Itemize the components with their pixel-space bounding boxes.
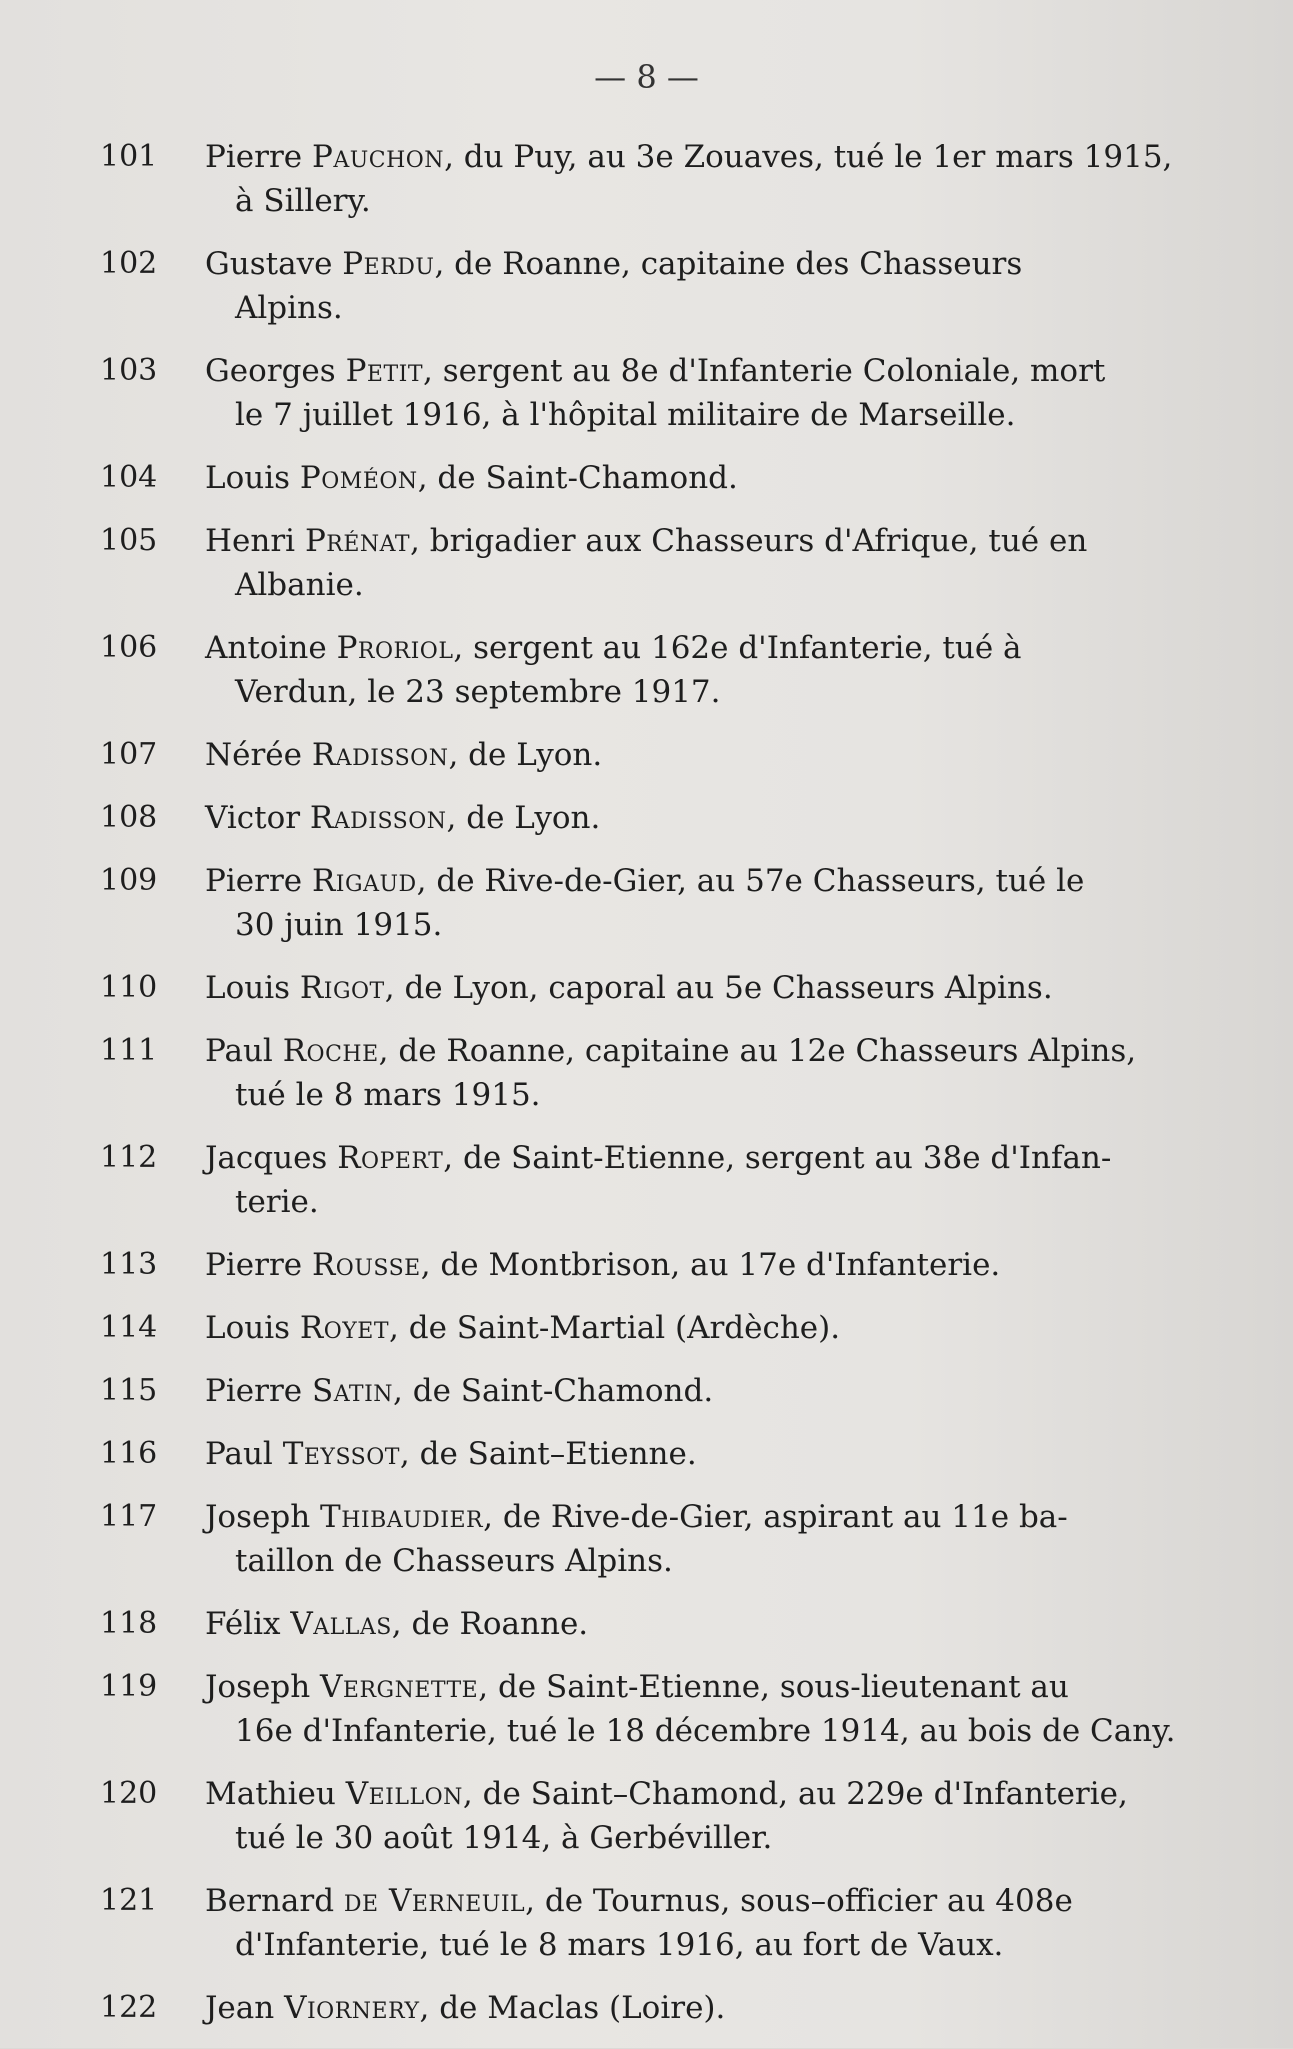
entry-text: , de Roanne, capitaine au 12e Chasseurs Alpins, <box>378 1033 1137 1069</box>
entry-number: 119 <box>100 1669 158 1704</box>
entry-number: 104 <box>100 460 158 495</box>
entry-continuation: 16e d'Infanterie, tué le 18 décembre 1914, au bois de Cany. <box>235 1713 1176 1749</box>
surname: de Verneuil <box>343 1883 526 1919</box>
list-item <box>100 1665 1210 1753</box>
surname: Satin <box>311 1373 394 1409</box>
surname: Ropert <box>337 1140 444 1176</box>
surname: Poméon <box>299 460 418 496</box>
list-item <box>100 733 1210 777</box>
entry-text: , de Saint-Etienne, sergent au 38e d'Infan- <box>443 1140 1112 1176</box>
entry-text: , de Lyon, caporal au 5e Chasseurs Alpins. <box>384 970 1053 1006</box>
first-name: Jacques <box>205 1140 328 1176</box>
entry-text: , de Rive-de-Gier, au 57e Chasseurs, tué le <box>416 863 1085 899</box>
entry-continuation: Albanie. <box>235 567 364 603</box>
entry-continuation: tué le 30 août 1914, à Gerbéviller. <box>235 1820 773 1856</box>
entry-continuation: 30 juin 1915. <box>235 907 443 943</box>
surname: Petit <box>345 353 424 389</box>
surname: Radisson <box>309 800 447 836</box>
entry-text: , de Saint-Martial (Ardèche). <box>389 1310 841 1346</box>
first-name: Joseph <box>205 1669 311 1705</box>
entry-text: , sergent au 8e d'Infanterie Coloniale, mort <box>423 353 1106 389</box>
surname: Pauchon <box>311 139 445 175</box>
first-name: Jean <box>205 1990 275 2026</box>
entry-number: 120 <box>100 1776 158 1811</box>
entry-number: 112 <box>100 1140 158 1175</box>
list-item <box>100 1602 1210 1646</box>
entry-text: , de Montbrison, au 17e d'Infanterie. <box>420 1247 1001 1283</box>
entry-number: 107 <box>100 737 158 772</box>
surname: Prénat <box>304 523 411 559</box>
surname: Vallas <box>290 1606 392 1642</box>
entry-number: 109 <box>100 863 158 898</box>
list-item <box>100 796 1210 840</box>
list-item <box>100 1879 1210 1967</box>
list-item <box>100 1432 1210 1476</box>
first-name: Gustave <box>205 246 333 282</box>
entry-text: , brigadier aux Chasseurs d'Afrique, tué en <box>410 523 1088 559</box>
entry-continuation: Alpins. <box>235 290 343 326</box>
entry-continuation: terie. <box>235 1184 319 1220</box>
entry-number: 103 <box>100 353 158 388</box>
first-name: Pierre <box>205 1247 303 1283</box>
entry-continuation: taillon de Chasseurs Alpins. <box>235 1543 673 1579</box>
entry-number: 115 <box>100 1373 158 1408</box>
entry-number: 122 <box>100 1990 158 2025</box>
list-item <box>100 1136 1210 1224</box>
surname: Thibaudier <box>320 1499 484 1535</box>
entry-number: 101 <box>100 139 158 174</box>
entry-text: , de Roanne. <box>391 1606 589 1642</box>
entry-text: , de Rive-de-Gier, aspirant au 11e ba- <box>483 1499 1068 1535</box>
entry-text: , de Saint-Chamond. <box>417 460 738 496</box>
list-item <box>100 519 1210 607</box>
surname: Veillon <box>345 1776 463 1812</box>
first-name: Joseph <box>205 1499 311 1535</box>
list-item <box>100 349 1210 437</box>
surname: Proriol <box>336 630 454 666</box>
entry-text: , de Roanne, capitaine des Chasseurs <box>434 246 1023 282</box>
first-name: Antoine <box>205 630 327 666</box>
entry-number: 106 <box>100 630 158 665</box>
page-number: — 8 — <box>594 58 699 96</box>
surname: Vergnette <box>320 1669 479 1705</box>
surname: Rigaud <box>311 863 417 899</box>
list-item <box>100 859 1210 947</box>
entry-list <box>100 135 1210 2049</box>
entry-number: 113 <box>100 1247 158 1282</box>
first-name: Pierre <box>205 863 303 899</box>
entry-continuation: tué le 8 mars 1915. <box>235 1077 541 1113</box>
entry-number: 110 <box>100 970 158 1005</box>
first-name: Paul <box>205 1033 273 1069</box>
first-name: Pierre <box>205 1373 303 1409</box>
entry-number: 108 <box>100 800 158 835</box>
entry-number: 105 <box>100 523 158 558</box>
first-name: Félix <box>205 1606 281 1642</box>
first-name: Louis <box>205 460 291 496</box>
entry-number: 111 <box>100 1033 158 1068</box>
entry-text: , de Saint-Chamond. <box>393 1373 714 1409</box>
surname: Royet <box>299 1310 390 1346</box>
entry-number: 102 <box>100 246 158 281</box>
list-item <box>100 242 1210 330</box>
entry-text: , de Tournus, sous–officier au 408e <box>525 1883 1073 1919</box>
entry-continuation: à Sillery. <box>235 183 371 219</box>
entry-text: , de Saint–Etienne. <box>399 1436 697 1472</box>
entry-number: 121 <box>100 1883 158 1918</box>
list-item <box>100 1772 1210 1860</box>
entry-text: , du Puy, au 3e Zouaves, tué le 1er mars 1915, <box>444 139 1173 175</box>
entry-continuation: le 7 juillet 1916, à l'hôpital militaire de Marseille. <box>235 397 1016 433</box>
surname: Rousse <box>311 1247 421 1283</box>
list-item <box>100 1243 1210 1287</box>
first-name: Pierre <box>205 139 303 175</box>
surname: Perdu <box>342 246 435 282</box>
entry-text: , sergent au 162e d'Infanterie, tué à <box>453 630 1022 666</box>
list-item <box>100 1306 1210 1350</box>
first-name: Victor <box>205 800 301 836</box>
surname: Viornery <box>284 1990 420 2026</box>
list-item <box>100 966 1210 1010</box>
first-name: Henri <box>205 523 296 559</box>
first-name: Bernard <box>205 1883 335 1919</box>
first-name: Georges <box>205 353 336 389</box>
first-name: Louis <box>205 970 291 1006</box>
list-item <box>100 456 1210 500</box>
first-name: Mathieu <box>205 1776 336 1812</box>
list-item <box>100 135 1210 223</box>
first-name: Paul <box>205 1436 273 1472</box>
entry-number: 114 <box>100 1310 158 1345</box>
surname: Roche <box>282 1033 379 1069</box>
surname: Rigot <box>299 970 385 1006</box>
surname: Radisson <box>311 737 449 773</box>
surname: Teyssot <box>282 1436 400 1472</box>
entry-number: 117 <box>100 1499 158 1534</box>
entry-text: , de Saint-Etienne, sous-lieutenant au <box>478 1669 1069 1705</box>
entry-continuation: Verdun, le 23 septembre 1917. <box>235 674 721 710</box>
entry-continuation: d'Infanterie, tué le 8 mars 1916, au fort de Vaux. <box>235 1927 1004 1963</box>
first-name: Nérée <box>205 737 302 773</box>
entry-text: , de Lyon. <box>448 737 603 773</box>
entry-text: , de Maclas (Loire). <box>419 1990 726 2026</box>
entry-number: 116 <box>100 1436 158 1471</box>
list-item <box>100 626 1210 714</box>
entry-text: , de Lyon. <box>446 800 601 836</box>
list-item <box>100 1369 1210 1413</box>
entry-text: , de Saint–Chamond, au 229e d'Infanterie, <box>462 1776 1128 1812</box>
list-item <box>100 1495 1210 1583</box>
entry-number: 118 <box>100 1606 158 1641</box>
list-item <box>100 1986 1210 2030</box>
list-item <box>100 1029 1210 1117</box>
first-name: Louis <box>205 1310 291 1346</box>
